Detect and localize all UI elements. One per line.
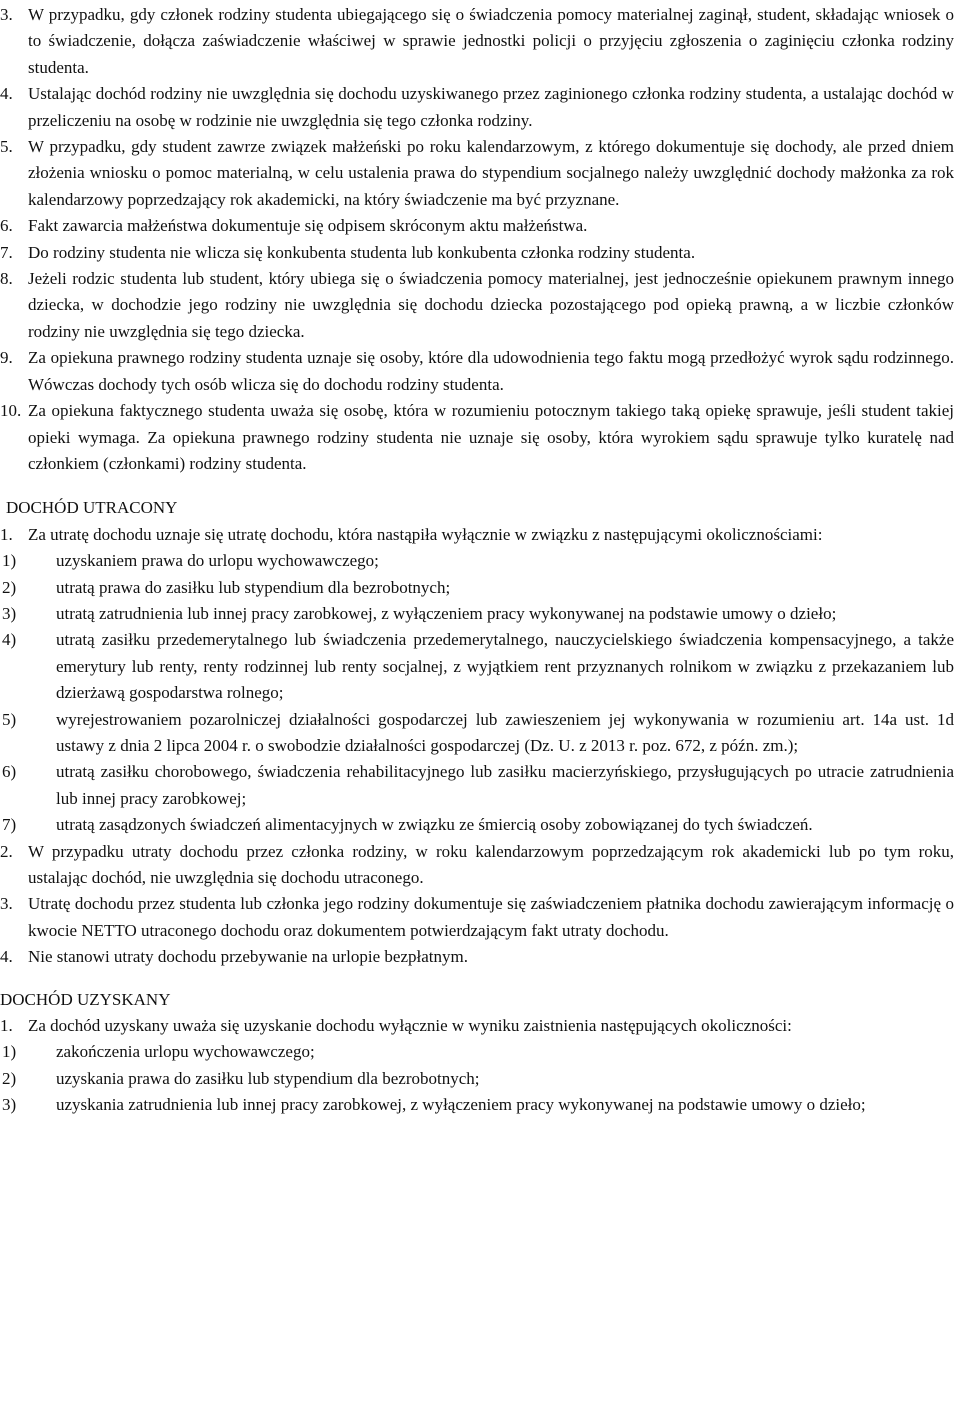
list-item <box>0 891 954 944</box>
sub-item-text: uzyskania prawa do zasiłku lub stypendium dla bezrobotnych; <box>56 1068 480 1088</box>
item-number: 1. <box>0 524 17 544</box>
sub-item-text: uzyskania zatrudnienia lub innej pracy zarobkowej, z wyłączeniem pracy wykonywanej na podstawie umowy o dzieło; <box>56 1095 866 1115</box>
list-item <box>0 1013 954 1039</box>
list-item <box>0 240 954 266</box>
item-number: 2. <box>0 841 17 861</box>
sub-list-item <box>0 1092 954 1118</box>
list-item <box>0 944 954 970</box>
sub-item-number: 5) <box>2 709 17 729</box>
sub-list-item <box>0 627 954 706</box>
list-item <box>0 81 954 134</box>
section-heading: DOCHÓD UZYSKANY <box>0 989 171 1009</box>
section-family-rules <box>0 2 954 477</box>
sub-item-text: utratą zatrudnienia lub innej pracy zarobkowej, z wyłączeniem pracy wykonywanej na podstawie umowy o dzieło; <box>56 603 837 623</box>
item-text: Jeżeli rodzic studenta lub student, który ubiega się o świadczenia pomocy materialnej, jest jednocześnie opiekunem prawnym innego dziecka, w dochodzie jego rodziny nie uwzględnia się dochodu dziecka pozostającego pod opieką prawną, a w liczbie członków rodziny nie uwzględnia się tego dziecka. <box>28 269 954 341</box>
section-spacer <box>0 971 954 987</box>
item-text: W przypadku, gdy członek rodziny studenta ubiegającego się o świadczenia pomocy materialnej zaginął, student, składając wniosek o to świadczenie, dołącza zaświadczenie właściwej w sprawie jednostki policji o przyjęciu zgłoszenia o zaginięciu członka rodziny studenta. <box>28 5 954 77</box>
sub-list-item <box>0 601 954 627</box>
sub-item-number: 1) <box>2 1042 17 1062</box>
item-number: 3. <box>0 5 17 24</box>
sub-list-item <box>0 759 954 812</box>
item-number: 4. <box>0 84 17 104</box>
sub-list-item <box>0 575 954 601</box>
item-number: 3. <box>0 894 17 914</box>
sub-item-number: 7) <box>2 815 17 835</box>
item-number: 4. <box>0 947 17 967</box>
sub-list-item <box>0 548 954 574</box>
item-text: Za opiekuna prawnego rodziny studenta uznaje się osoby, które dla udowodnienia tego faktu mogą przedłożyć wyrok sądu rodzinnego. Wówczas dochody tych osób wlicza się do dochodu rodziny studenta. <box>28 348 954 394</box>
sub-list-item <box>0 812 954 838</box>
item-number: 8. <box>0 269 17 289</box>
sub-item-number: 3) <box>2 603 17 623</box>
item-number: 10. <box>0 401 22 421</box>
section-heading: DOCHÓD UTRACONY <box>6 498 178 518</box>
item-text: Do rodziny studenta nie wlicza się konkubenta studenta lub konkubenta członka rodziny studenta. <box>28 242 696 262</box>
item-text: Fakt zawarcia małżeństwa dokumentuje się odpisem skróconym aktu małżeństwa. <box>28 216 588 236</box>
item-text: Nie stanowi utraty dochodu przebywanie na urlopie bezpłatnym. <box>28 947 468 967</box>
list-item <box>0 2 954 81</box>
item-text: Za dochód uzyskany uważa się uzyskanie dochodu wyłącznie w wyniku zaistnienia następujących okoliczności: <box>28 1016 792 1036</box>
item-text: Utratę dochodu przez studenta lub członka jego rodziny dokumentuje się zaświadczeniem płatnika dochodu zawierającym informację o kwocie NETTO utraconego dochodu oraz dokumentem potwierdzającym fakt utraty dochodu. <box>28 894 954 940</box>
section-spacer <box>0 477 954 495</box>
list-item <box>0 522 954 548</box>
section-lost-income <box>0 495 954 970</box>
sub-item-number: 2) <box>2 577 17 597</box>
sub-list-item <box>0 1039 954 1065</box>
sub-item-number: 4) <box>2 630 17 650</box>
sub-item-number: 2) <box>2 1068 17 1088</box>
sub-item-text: utratą zasiłku chorobowego, świadczenia rehabilitacyjnego lub zasiłku macierzyńskiego, przysługujących po utracie zatrudnienia lub innej pracy zarobkowej; <box>56 762 954 808</box>
list-item <box>0 398 954 477</box>
sub-item-text: zakończenia urlopu wychowawczego; <box>56 1042 315 1062</box>
sub-item-text: utratą zasądzonych świadczeń alimentacyjnych w związku ze śmiercią osoby zobowiązanej do tych świadczeń. <box>56 815 813 835</box>
sub-item-text: utratą prawa do zasiłku lub stypendium dla bezrobotnych; <box>56 577 451 597</box>
sub-list-item <box>0 1066 954 1092</box>
list-item <box>0 134 954 213</box>
item-text: Ustalając dochód rodziny nie uwzględnia się dochodu uzyskiwanego przez zaginionego członka rodziny studenta, a ustalając dochód w przeliczeniu na osobę w rodzinie nie uwzględnia się tego członka rodziny. <box>28 84 954 130</box>
sub-item-number: 1) <box>2 551 17 571</box>
item-text: Za utratę dochodu uznaje się utratę dochodu, która nastąpiła wyłącznie w związku z następującymi okolicznościami: <box>28 524 823 544</box>
sub-item-text: wyrejestrowaniem pozarolniczej działalności gospodarczej lub zawieszeniem jej wykonywania w rozumieniu art. 14a ust. 1d ustawy z dnia 2 lipca 2004 r. o swobodzie działalności gospodarczej (Dz. U. z 2013 r. poz. 672, z późn. zm.); <box>56 709 954 755</box>
sub-list-item <box>0 707 954 760</box>
item-text: W przypadku utraty dochodu przez członka rodziny, w roku kalendarzowym poprzedzającym rok akademicki lub po tym roku, ustalając dochód, nie uwzględnia się dochodu utraconego. <box>28 841 954 887</box>
item-number: 5. <box>0 137 17 157</box>
sub-item-text: utratą zasiłku przedemerytalnego lub świadczenia przedemerytalnego, nauczycielskiego świadczenia kompensacyjnego, a także emerytury lub renty, renty rodzinnej lub renty socjalnej, z wyjątkiem rent przyznanych rolnikom w związku z przekazaniem lub dzierżawą gospodarstwa rolnego; <box>56 630 954 703</box>
sub-item-number: 3) <box>2 1095 17 1115</box>
item-number: 6. <box>0 216 17 236</box>
section-gained-income <box>0 987 954 1119</box>
item-text: Za opiekuna faktycznego studenta uważa się osobę, która w rozumieniu potocznym takiego taką opiekę sprawuje, jeśli student takiej opieki wymaga. Za opiekuna prawnego rodziny studenta nie uznaje się osoby, która wyrokiem sądu sprawuje tylko kuratelę nad członkiem (członkami) rodziny studenta. <box>28 401 954 473</box>
item-text: W przypadku, gdy student zawrze związek małżeński po roku kalendarzowym, z którego dokumentuje się dochody, ale przed dniem złożenia wniosku o pomoc materialną, w celu ustalenia prawa do stypendium socjalnego należy uwzględnić dochody małżonka za rok kalendarzowy poprzedzający rok akademicki, na który świadczenie ma być przyznane. <box>28 137 954 209</box>
sub-item-number: 6) <box>2 762 17 782</box>
list-item <box>0 213 954 239</box>
sub-item-text: uzyskaniem prawa do urlopu wychowawczego; <box>56 551 379 571</box>
list-item <box>0 345 954 398</box>
item-number: 9. <box>0 348 17 368</box>
item-number: 1. <box>0 1016 17 1036</box>
list-item <box>0 266 954 345</box>
list-item <box>0 839 954 892</box>
item-number: 7. <box>0 242 17 262</box>
